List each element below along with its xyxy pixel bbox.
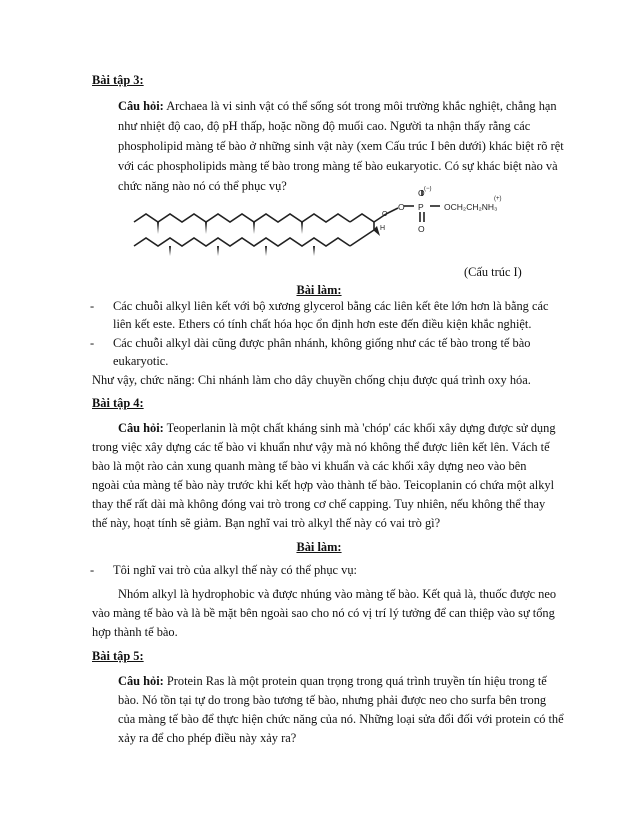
bullet-dash: -: [90, 336, 95, 350]
bullet-dash: -: [90, 563, 95, 577]
positive-charge-label: (+): [494, 196, 502, 202]
exercise-4-question-line: bào là một rào cản xung quanh màng tế bào vi khuẩn và các khối xây dựng neo vào bên: [92, 459, 527, 473]
exercise-4-answer-title: Bài làm:: [296, 540, 342, 554]
exercise-3-conclusion: Như vậy, chức năng: Chi nhánh làm cho dây chuyền chống chịu được quá trình oxy hóa.: [92, 373, 531, 387]
question-label: Câu hỏi:: [118, 421, 164, 435]
archaeal-phospholipid-structure: [128, 186, 528, 258]
answer-bullet-line: Các chuỗi alkyl dài cũng được phân nhánh, không giống như các tế bào trong tế bào: [113, 336, 531, 350]
exercise-4-question-line: trong việc xây dựng các tế bào vi khuẩn như vậy mà nó không thể được liên kết lên. Vách tế: [92, 440, 550, 454]
exercise-4-question-line: thế này, hoạt tính sẽ giảm. Bạn nghĩ vai trò alkyl thế này có vai trò gì?: [92, 516, 441, 530]
exercise-4-answer-line: hợp thành tế bào.: [92, 625, 178, 639]
bullet-dash: -: [90, 299, 95, 313]
exercise-5-question-line: bào. Nó tồn tại tự do trong bào tương tế bào, nhưng phải được neo cho surfa bên trong: [118, 693, 547, 707]
exercise-3-question-line: như nhiệt độ cao, độ pH thấp, hoặc nồng độ muối cao. Người ta nhận thấy rằng các: [118, 119, 531, 133]
oxygen-label: O: [382, 211, 388, 218]
exercise-5-question-line: của màng tế bào để thực hiện chức năng của nó. Những loại sửa đổi đối với protein có thể: [118, 712, 564, 726]
answer-bullet-line: Các chuỗi alkyl liên kết với bộ xương glycerol bằng các liên kết ête lớn hơn là bằng các: [113, 299, 549, 313]
exercise-3-question-line: phospholipid màng tế bào ở những sinh vật này (xem Cấu trúc I bên dưới) khác biệt rõ rệt: [118, 139, 564, 153]
oxygen-label: O: [418, 224, 425, 234]
exercise-5-title: Bài tập 5:: [92, 649, 144, 663]
answer-bullet-line: liên kết este. Ethers có tính chất hóa học ổn định hơn este đến điều kiện khắc nghiệt.: [113, 317, 532, 331]
exercise-5-question-line: Câu hỏi: Protein Ras là một protein quan trọng trong quá trình truyền tín hiệu trong tế: [118, 674, 547, 688]
exercise-3-question-line: Câu hỏi: Archaea là vi sinh vật có thể sống sót trong môi trường khắc nghiệt, chẳng hạn: [118, 99, 557, 113]
exercise-5-question-line: xảy ra để cho phép điều này xảy ra?: [118, 731, 297, 745]
question-label: Câu hỏi:: [118, 99, 164, 113]
exercise-4-answer-line: Nhóm alkyl là hydrophobic và được nhúng vào màng tế bào. Kết quả là, thuốc được neo: [118, 587, 557, 601]
answer-bullet-line: Tôi nghĩ vai trò của alkyl thế này có thể phục vụ:: [113, 563, 357, 577]
exercise-4-question-line: ngoài của màng tế bào này trước khi kết hợp vào thành tế bào. Teicoplanin có chứa một alkyl: [92, 478, 555, 492]
exercise-4-question-line: Câu hỏi: Teoperlanin là một chất kháng sinh mà 'chóp' các khối xây dựng được sử dụng: [118, 421, 556, 435]
question-label: Câu hỏi:: [118, 674, 164, 688]
negative-charge-label: (−): [424, 186, 432, 192]
hydrogen-label: H: [380, 225, 386, 232]
answer-bullet-line: eukaryotic.: [113, 354, 169, 368]
exercise-4-question-line: thay thế rất dài mà không đóng vai trò trong cơ chế capping. Tuy nhiên, nếu không thể thay: [92, 497, 546, 511]
exercise-3-question-line: với các phospholipids màng tế bào trong màng tế bào eukaryotic. Có sự khác biệt nào và: [118, 159, 558, 173]
exercise-4-answer-line: vào màng tế bào và là bề mặt bên ngoài sao cho nó có vị trí lý tưởng để can thiệp vào sự tổng: [92, 606, 555, 620]
exercise-3-title: Bài tập 3:: [92, 73, 144, 87]
exercise-3-answer-title: Bài làm:: [296, 283, 342, 297]
exercise-4-title: Bài tập 4:: [92, 396, 144, 410]
oxygen-label: O: [418, 188, 425, 198]
structure-caption: (Cấu trúc I): [464, 265, 522, 279]
exercise-3-question-line: chức năng nào nó có thể phục vụ?: [118, 179, 287, 193]
oxygen-label: O: [398, 202, 405, 212]
ethanolamine-label: OCH₂CH₂NH₃: [444, 202, 498, 212]
phosphorus-label: P: [418, 202, 424, 212]
